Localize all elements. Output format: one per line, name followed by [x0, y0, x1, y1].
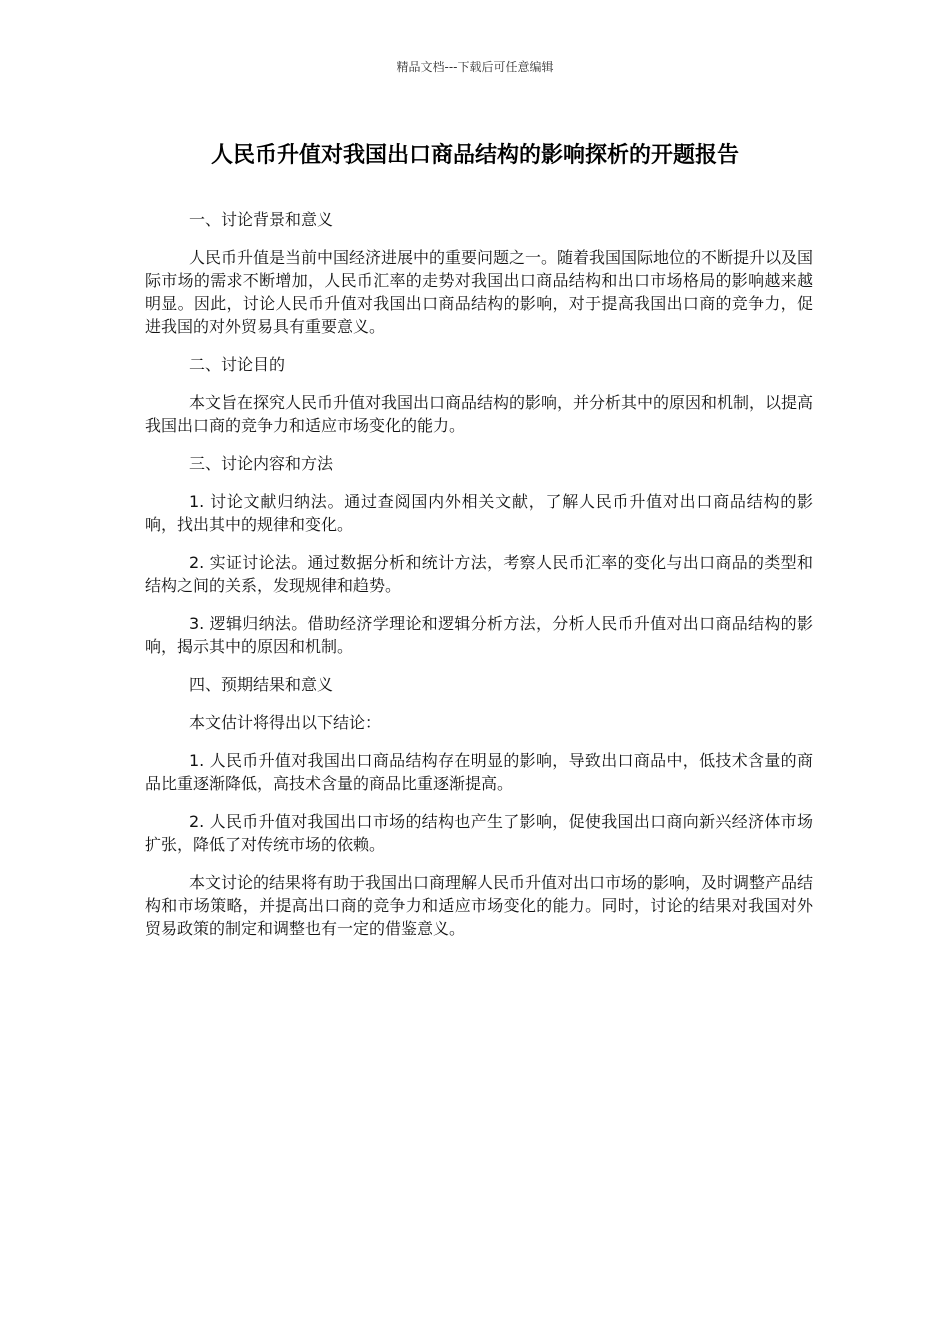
document-title: 人民币升值对我国出口商品结构的影响探析的开题报告: [210, 143, 739, 168]
section-heading-purpose: 二、讨论目的: [189, 355, 286, 374]
paragraph-purpose: 本文旨在探究人民币升值对我国出口商品结构的影响，并分析其中的原因和机制，以提高我国出口商的竞争力和适应市场变化的能力。: [145, 393, 814, 435]
section-heading-background: 一、讨论背景和意义: [189, 210, 334, 229]
paragraph-method-1: 1. 讨论文献归纳法。通过查阅国内外相关文献，了解人民币升值对出口商品结构的影响，找出其中的规律和变化。: [145, 492, 813, 534]
paragraph-result-2: 2. 人民币升值对我国出口市场的结构也产生了影响，促使我国出口商向新兴经济体市场扩张，降低了对传统市场的依赖。: [145, 812, 813, 854]
paragraph-method-2: 2. 实证讨论法。通过数据分析和统计方法，考察人民币汇率的变化与出口商品的类型和结构之间的关系，发现规律和趋势。: [145, 553, 813, 595]
paragraph-results-intro: 本文估计将得出以下结论：: [189, 713, 382, 732]
paragraph-background: 人民币升值是当前中国经济进展中的重要问题之一。随着我国国际地位的不断提升以及国际市场的需求不断增加，人民币汇率的走势对我国出口商品结构和出口市场格局的影响越来越明显。因此，讨论人民币升值对我国出口商品结构的影响，对于提高我国出口商的竞争力，促进我国的对外贸易具有重要意义。: [145, 248, 814, 336]
page-header: 精品文档---下载后可任意编辑: [396, 60, 554, 74]
paragraph-method-3: 3. 逻辑归纳法。借助经济学理论和逻辑分析方法，分析人民币升值对出口商品结构的影响，揭示其中的原因和机制。: [145, 614, 813, 656]
paragraph-result-1: 1. 人民币升值对我国出口商品结构存在明显的影响，导致出口商品中，低技术含量的商品比重逐渐降低，高技术含量的商品比重逐渐提高。: [145, 751, 813, 793]
section-heading-results: 四、预期结果和意义: [189, 675, 334, 694]
section-heading-methods: 三、讨论内容和方法: [189, 454, 334, 473]
paragraph-conclusion: 本文讨论的结果将有助于我国出口商理解人民币升值对出口市场的影响，及时调整产品结构和市场策略，并提高出口商的竞争力和适应市场变化的能力。同时，讨论的结果对我国对外贸易政策的制定和调整也有一定的借鉴意义。: [145, 873, 814, 938]
document-body: [145, 208, 813, 955]
